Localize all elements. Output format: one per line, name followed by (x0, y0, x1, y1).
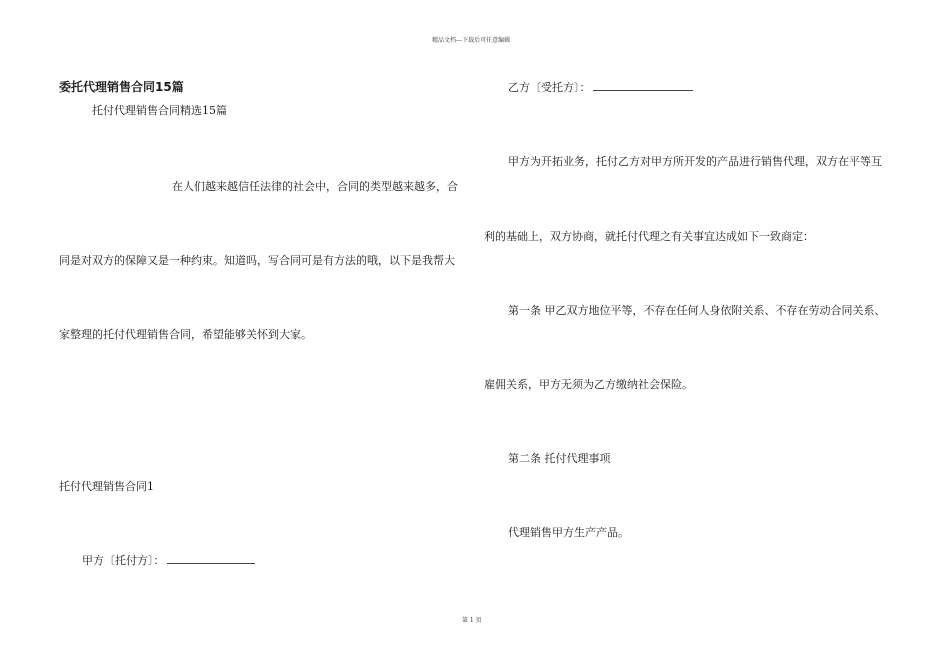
page-number: 第 1 页 (462, 617, 482, 624)
paragraph-1-line-1: 甲方为开拓业务，托付乙方对甲方所开发的产品进行销售代理，双方在平等互 (508, 155, 882, 168)
party-a-blank (167, 554, 255, 564)
contract-heading: 托付代理销售合同1 (59, 480, 154, 493)
intro-paragraph-line-3: 家整理的托付代理销售合同，希望能够关怀到大家。 (59, 328, 312, 341)
party-b-label: 乙方〔受托方〕： (508, 81, 591, 94)
page-header: 精品文档---下载后可任意编辑 (432, 37, 511, 44)
intro-paragraph-line-1: 在人们越来越信任法律的社会中，合同的类型越来越多，合 (172, 180, 458, 193)
party-b-line (508, 81, 693, 95)
intro-paragraph-line-2: 同是对双方的保障又是一种约束。知道吗，写合同可是有方法的哦，以下是我帮大 (59, 254, 455, 267)
article-2-line-1: 代理销售甲方生产产品。 (508, 526, 629, 539)
article-1-line-2: 雇佣关系，甲方无须为乙方缴纳社会保险。 (484, 378, 693, 391)
party-b-blank (593, 81, 693, 91)
party-a-label: 甲方〔托付方〕： (82, 554, 165, 567)
article-2-heading: 第二条 托付代理事项 (508, 452, 611, 465)
article-1-line-1: 第一条 甲乙双方地位平等，不存在任何人身依附关系、不存在劳动合同关系、 (508, 304, 886, 317)
paragraph-1-line-2: 利的基础上，双方协商，就托付代理之有关事宜达成如下一致商定： (484, 230, 814, 243)
document-title: 委托代理销售合同15篇 (59, 80, 184, 94)
party-a-line (82, 554, 255, 568)
document-subtitle: 托付代理销售合同精选15篇 (92, 104, 227, 117)
